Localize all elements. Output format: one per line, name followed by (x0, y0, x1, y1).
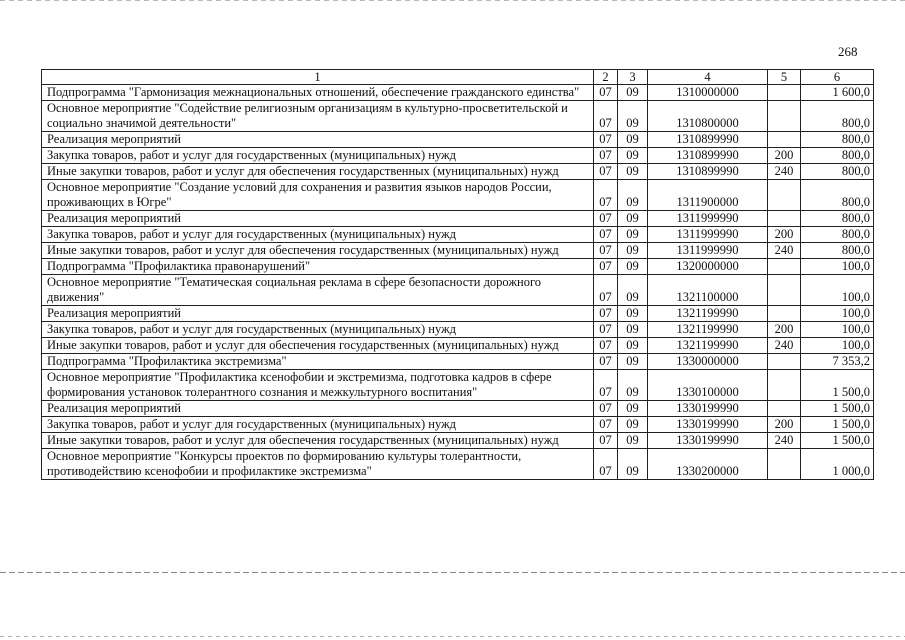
header-col-1: 1 (42, 70, 594, 85)
cell-target-article: 1330199990 (648, 433, 768, 449)
table-row (42, 275, 874, 306)
table-row (42, 180, 874, 211)
cell-amount: 7 353,2 (801, 354, 874, 370)
cell-section: 07 (594, 433, 618, 449)
cell-target-article: 1310800000 (648, 101, 768, 132)
cell-amount: 800,0 (801, 101, 874, 132)
table-row (42, 101, 874, 132)
cell-amount: 100,0 (801, 259, 874, 275)
cell-amount: 800,0 (801, 180, 874, 211)
cell-section: 07 (594, 211, 618, 227)
cell-expense-type (768, 85, 801, 101)
cell-target-article: 1310899990 (648, 148, 768, 164)
table-row (42, 417, 874, 433)
cell-section: 07 (594, 338, 618, 354)
cell-expense-type (768, 101, 801, 132)
table-row (42, 401, 874, 417)
table-row (42, 433, 874, 449)
cell-expense-type (768, 306, 801, 322)
cell-expense-type (768, 132, 801, 148)
cell-amount: 800,0 (801, 164, 874, 180)
cell-subsection: 09 (618, 211, 648, 227)
table-row (42, 306, 874, 322)
cell-expense-type (768, 354, 801, 370)
cell-name: Иные закупки товаров, работ и услуг для обеспечения государственных (муниципальных) нужд (42, 164, 594, 180)
cell-target-article: 1330199990 (648, 417, 768, 433)
cell-expense-type: 240 (768, 164, 801, 180)
cell-amount: 800,0 (801, 243, 874, 259)
cell-amount: 1 500,0 (801, 370, 874, 401)
cell-expense-type (768, 449, 801, 480)
table-row (42, 338, 874, 354)
cell-amount: 1 000,0 (801, 449, 874, 480)
budget-table (41, 69, 874, 480)
cell-subsection: 09 (618, 132, 648, 148)
cell-section: 07 (594, 85, 618, 101)
cell-target-article: 1321100000 (648, 275, 768, 306)
cell-expense-type (768, 211, 801, 227)
cell-section: 07 (594, 354, 618, 370)
table-row (42, 322, 874, 338)
cell-target-article: 1311999990 (648, 211, 768, 227)
table-row (42, 243, 874, 259)
cell-section: 07 (594, 401, 618, 417)
cell-name: Закупка товаров, работ и услуг для государственных (муниципальных) нужд (42, 148, 594, 164)
cell-subsection: 09 (618, 433, 648, 449)
cell-amount: 100,0 (801, 275, 874, 306)
cell-expense-type (768, 259, 801, 275)
header-col-2: 2 (594, 70, 618, 85)
cell-amount: 1 500,0 (801, 401, 874, 417)
cell-expense-type: 200 (768, 148, 801, 164)
cell-amount: 1 500,0 (801, 417, 874, 433)
cell-subsection: 09 (618, 449, 648, 480)
cell-subsection: 09 (618, 338, 648, 354)
cell-target-article: 1330000000 (648, 354, 768, 370)
cell-name: Иные закупки товаров, работ и услуг для обеспечения государственных (муниципальных) нужд (42, 433, 594, 449)
cell-section: 07 (594, 417, 618, 433)
cell-name: Основное мероприятие "Профилактика ксенофобии и экстремизма, подготовка кадров в сфере формирования установок толерантного сознания и межкультурного воспитания" (42, 370, 594, 401)
cell-subsection: 09 (618, 180, 648, 211)
scan-artifact-strikeline (0, 572, 905, 573)
cell-target-article: 1320000000 (648, 259, 768, 275)
cell-section: 07 (594, 449, 618, 480)
cell-expense-type: 200 (768, 417, 801, 433)
cell-subsection: 09 (618, 370, 648, 401)
cell-name: Подпрограмма "Профилактика экстремизма" (42, 354, 594, 370)
header-col-6: 6 (801, 70, 874, 85)
cell-subsection: 09 (618, 417, 648, 433)
cell-subsection: 09 (618, 259, 648, 275)
cell-target-article: 1330100000 (648, 370, 768, 401)
cell-expense-type: 200 (768, 227, 801, 243)
cell-expense-type (768, 370, 801, 401)
cell-name: Основное мероприятие "Тематическая социальная реклама в сфере безопасности дорожного движения" (42, 275, 594, 306)
budget-table-container (41, 69, 873, 480)
table-row (42, 164, 874, 180)
cell-subsection: 09 (618, 164, 648, 180)
cell-subsection: 09 (618, 401, 648, 417)
cell-target-article: 1310899990 (648, 132, 768, 148)
scan-artifact-top (0, 0, 905, 1)
cell-name: Основное мероприятие "Конкурсы проектов по формированию культуры толерантности, противодействию ксенофобии и профилактике экстремизма" (42, 449, 594, 480)
cell-amount: 800,0 (801, 148, 874, 164)
cell-name: Реализация мероприятий (42, 132, 594, 148)
cell-subsection: 09 (618, 227, 648, 243)
table-row (42, 259, 874, 275)
cell-amount: 100,0 (801, 338, 874, 354)
cell-name: Закупка товаров, работ и услуг для государственных (муниципальных) нужд (42, 322, 594, 338)
cell-target-article: 1321199990 (648, 338, 768, 354)
table-header-row (42, 70, 874, 85)
cell-name: Реализация мероприятий (42, 211, 594, 227)
cell-name: Основное мероприятие "Содействие религиозным организациям в культурно-просветительской и социально значимой деятельности" (42, 101, 594, 132)
cell-section: 07 (594, 259, 618, 275)
cell-amount: 100,0 (801, 306, 874, 322)
cell-section: 07 (594, 322, 618, 338)
cell-amount: 800,0 (801, 227, 874, 243)
scan-artifact-bottom (0, 636, 905, 637)
cell-section: 07 (594, 132, 618, 148)
cell-target-article: 1310899990 (648, 164, 768, 180)
header-col-4: 4 (648, 70, 768, 85)
table-row (42, 354, 874, 370)
cell-target-article: 1310000000 (648, 85, 768, 101)
cell-target-article: 1321199990 (648, 306, 768, 322)
cell-section: 07 (594, 243, 618, 259)
cell-section: 07 (594, 306, 618, 322)
cell-subsection: 09 (618, 306, 648, 322)
cell-subsection: 09 (618, 101, 648, 132)
cell-subsection: 09 (618, 275, 648, 306)
cell-target-article: 1321199990 (648, 322, 768, 338)
cell-section: 07 (594, 227, 618, 243)
cell-target-article: 1311900000 (648, 180, 768, 211)
cell-amount: 800,0 (801, 132, 874, 148)
cell-name: Подпрограмма "Профилактика правонарушений" (42, 259, 594, 275)
cell-subsection: 09 (618, 148, 648, 164)
table-row (42, 449, 874, 480)
cell-name: Реализация мероприятий (42, 306, 594, 322)
cell-section: 07 (594, 370, 618, 401)
cell-name: Основное мероприятие "Создание условий для сохранения и развития языков народов России, проживающих в Югре" (42, 180, 594, 211)
cell-amount: 100,0 (801, 322, 874, 338)
table-row (42, 227, 874, 243)
cell-name: Реализация мероприятий (42, 401, 594, 417)
cell-expense-type: 240 (768, 433, 801, 449)
cell-section: 07 (594, 180, 618, 211)
cell-section: 07 (594, 148, 618, 164)
table-row (42, 211, 874, 227)
cell-name: Иные закупки товаров, работ и услуг для обеспечения государственных (муниципальных) нужд (42, 243, 594, 259)
table-row (42, 370, 874, 401)
cell-target-article: 1330200000 (648, 449, 768, 480)
cell-expense-type: 240 (768, 243, 801, 259)
page-number: 268 (838, 44, 858, 59)
table-body (42, 85, 874, 480)
cell-expense-type: 200 (768, 322, 801, 338)
cell-section: 07 (594, 164, 618, 180)
cell-target-article: 1311999990 (648, 227, 768, 243)
cell-section: 07 (594, 275, 618, 306)
table-row (42, 132, 874, 148)
cell-name: Закупка товаров, работ и услуг для государственных (муниципальных) нужд (42, 227, 594, 243)
cell-subsection: 09 (618, 85, 648, 101)
cell-expense-type (768, 180, 801, 211)
cell-subsection: 09 (618, 322, 648, 338)
table-row (42, 85, 874, 101)
cell-amount: 800,0 (801, 211, 874, 227)
cell-amount: 1 600,0 (801, 85, 874, 101)
cell-subsection: 09 (618, 354, 648, 370)
cell-amount: 1 500,0 (801, 433, 874, 449)
cell-expense-type: 240 (768, 338, 801, 354)
cell-name: Закупка товаров, работ и услуг для государственных (муниципальных) нужд (42, 417, 594, 433)
table-row (42, 148, 874, 164)
cell-subsection: 09 (618, 243, 648, 259)
cell-expense-type (768, 275, 801, 306)
header-col-3: 3 (618, 70, 648, 85)
cell-section: 07 (594, 101, 618, 132)
cell-expense-type (768, 401, 801, 417)
cell-target-article: 1330199990 (648, 401, 768, 417)
header-col-5: 5 (768, 70, 801, 85)
cell-target-article: 1311999990 (648, 243, 768, 259)
cell-name: Подпрограмма "Гармонизация межнациональных отношений, обеспечение гражданского единства" (42, 85, 594, 101)
cell-name: Иные закупки товаров, работ и услуг для обеспечения государственных (муниципальных) нужд (42, 338, 594, 354)
